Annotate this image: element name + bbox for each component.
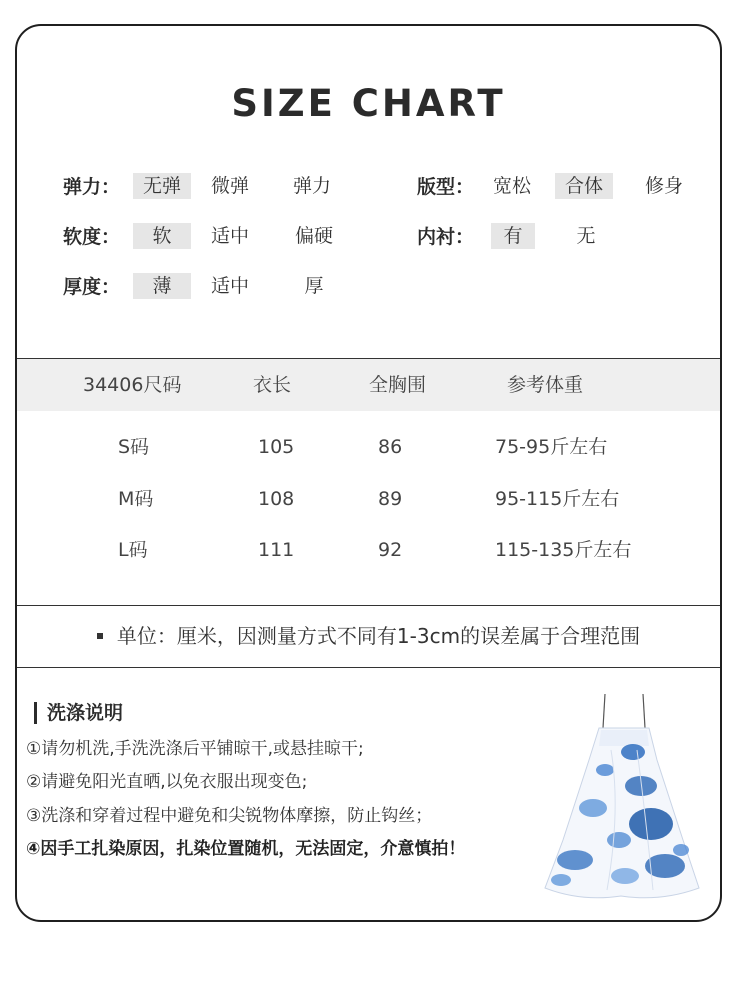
size-table-cell: 75-95斤左右 [495,436,608,458]
attr-elasticity-option-none: 无弹 [133,173,191,199]
bullet-icon [97,633,103,639]
size-table-cell: 111 [258,539,295,561]
unit-note-text: 单位：厘米，因测量方式不同有1-3cm的误差属于合理范围 [116,624,641,648]
attr-softness-label: 软度： [63,226,121,248]
divider [17,667,720,668]
attr-elasticity-option-elastic: 弹力 [292,175,331,197]
attr-lining-option-no: 无 [576,225,596,247]
size-table-cell: 92 [378,539,403,561]
size-chart-card [15,24,722,922]
attr-softness-option-soft: 软 [133,223,191,249]
size-table-cell: 86 [378,436,403,458]
size-table-cell: 89 [378,488,403,510]
attr-lining-label: 内衬： [417,226,475,248]
size-table-cell: 105 [258,436,295,458]
size-table-cell: 108 [258,488,295,510]
size-table-header [17,359,720,411]
attr-softness-option-medium: 适中 [210,225,249,247]
washing-item: ④因手工扎染原因，扎染位置随机，无法固定，介意慎拍！ [26,839,466,859]
size-table-header-chest: 全胸围 [369,374,427,396]
size-table-cell: L码 [118,539,148,561]
attr-thickness-option-thin: 薄 [133,273,191,299]
size-table-header-weight: 参考体重 [507,374,584,396]
size-table-header-size: 34406尺码 [83,374,182,396]
page-title: SIZE CHART [231,82,506,125]
washing-title: 洗涤说明 [34,702,123,724]
attr-elasticity-label: 弹力： [63,176,121,198]
washing-item: ③洗涤和穿着过程中避免和尖锐物体摩擦，防止钩丝； [26,806,433,826]
attr-softness-option-stiff: 偏硬 [294,225,333,247]
attr-fit-option-regular: 合体 [555,173,613,199]
attr-fit [417,173,717,201]
attr-elasticity [63,173,363,201]
attr-thickness-option-medium: 适中 [210,275,249,297]
attr-fit-option-slim: 修身 [644,175,683,197]
attr-softness [63,223,363,251]
unit-note [17,622,720,650]
attr-lining [417,223,717,251]
size-table-header-length: 衣长 [253,374,292,396]
attr-lining-option-yes: 有 [491,223,535,249]
washing-item: ①请勿机洗,手洗洗涤后平铺晾干,或悬挂晾干; [26,739,364,759]
attr-fit-label: 版型： [417,176,475,198]
attr-thickness-label: 厚度： [63,276,121,298]
attr-thickness-option-thick: 厚 [304,275,324,297]
washing-item: ②请避免阳光直晒,以免衣服出现变色; [26,772,308,792]
size-table-cell: S码 [118,436,150,458]
attr-fit-option-loose: 宽松 [492,175,531,197]
size-table-cell: M码 [118,488,154,510]
attr-thickness [63,273,363,301]
size-table-cell: 115-135斤左右 [495,539,632,561]
attr-elasticity-option-slight: 微弹 [210,175,249,197]
divider [17,605,720,606]
size-table-cell: 95-115斤左右 [495,488,620,510]
tie-dye-dress-image [541,690,701,900]
